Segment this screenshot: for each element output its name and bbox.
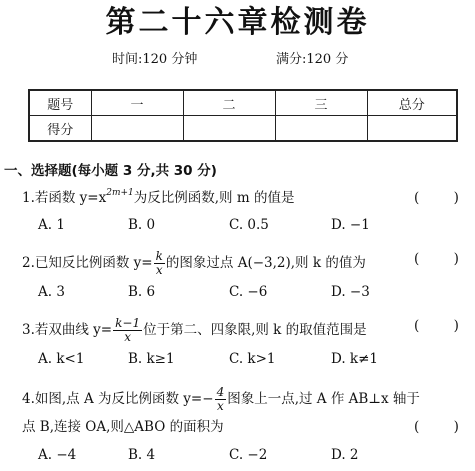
option-b[interactable]: B. k≥1	[128, 351, 175, 367]
fraction	[113, 317, 142, 344]
question-stem-start: 若函数 y=x	[34, 190, 107, 206]
header-cell-part-1: 一	[91, 90, 183, 116]
full-score: 满分:120 分	[276, 52, 349, 67]
fraction	[215, 386, 227, 413]
score-table	[28, 89, 458, 142]
option-d[interactable]: D. 2	[331, 447, 359, 463]
question-number: 2.	[22, 255, 35, 271]
answer-bracket-2[interactable]: ( )	[414, 251, 459, 267]
score-row-label: 得分	[29, 116, 91, 142]
score-cell-total[interactable]	[367, 116, 457, 142]
fraction-denominator: x	[124, 330, 131, 344]
header-cell-part-3: 三	[275, 90, 367, 116]
fraction-numerator: k−1	[115, 316, 141, 330]
question-4	[22, 386, 420, 413]
page-title: 第二十六章检测卷	[105, 5, 370, 40]
question-stem-end: 位于第二、四象限,则 k 的取值范围是	[143, 322, 367, 338]
fraction	[154, 250, 165, 277]
option-c[interactable]: C. −2	[229, 447, 268, 463]
header-cell-part-2: 二	[183, 90, 275, 116]
score-cell-part-2[interactable]	[183, 116, 275, 142]
option-a[interactable]: A. −4	[38, 447, 77, 463]
question-stem-end: 为反比例函数,则 m 的值是	[133, 190, 295, 206]
question-4-line-2: 点 B,连接 OA,则△ABO 的面积为	[22, 419, 224, 435]
answer-bracket-4[interactable]: ( )	[414, 419, 459, 435]
option-d[interactable]: D. k≠1	[331, 351, 379, 367]
fraction-numerator: k	[155, 249, 163, 263]
option-d[interactable]: D. −1	[331, 217, 370, 233]
option-a[interactable]: A. 1	[38, 217, 65, 233]
question-stem-start: 若双曲线 y=	[34, 322, 113, 338]
score-cell-part-3[interactable]	[275, 116, 367, 142]
fraction-denominator: x	[155, 263, 163, 277]
question-2	[22, 250, 366, 277]
section-note: (每小题 3 分,共 30 分)	[71, 163, 217, 179]
question-3	[22, 317, 367, 344]
option-b[interactable]: B. 4	[128, 447, 156, 463]
header-cell-total: 总分	[367, 90, 457, 116]
option-a[interactable]: A. k<1	[38, 351, 85, 367]
question-number: 3.	[22, 322, 35, 338]
question-number: 4.	[22, 391, 35, 407]
option-d[interactable]: D. −3	[331, 284, 370, 300]
header-cell-number: 题号	[29, 90, 91, 116]
time-limit: 时间:120 分钟	[112, 52, 198, 67]
option-a[interactable]: A. 3	[38, 284, 65, 300]
section-heading	[4, 162, 217, 180]
score-table-score-row	[29, 116, 457, 142]
option-c[interactable]: C. 0.5	[229, 217, 269, 233]
answer-bracket-1[interactable]: ( )	[414, 190, 459, 206]
option-c[interactable]: C. k>1	[229, 351, 276, 367]
exponent: 2m+1	[106, 188, 134, 198]
option-c[interactable]: C. −6	[229, 284, 268, 300]
question-number: 1.	[22, 190, 35, 206]
score-cell-part-1[interactable]	[91, 116, 183, 142]
fraction-denominator: x	[216, 399, 224, 413]
question-stem-end: 图象上一点,过 A 作 AB⊥x 轴于	[227, 391, 420, 407]
option-b[interactable]: B. 0	[128, 217, 156, 233]
option-b[interactable]: B. 6	[128, 284, 156, 300]
score-table-header-row	[29, 90, 457, 116]
fraction-numerator: 4	[216, 385, 225, 399]
question-stem-start: 已知反比例函数 y=	[34, 255, 153, 271]
question-stem-end: 的图象过点 A(−3,2),则 k 的值为	[165, 255, 366, 271]
answer-bracket-3[interactable]: ( )	[414, 318, 459, 334]
question-stem-start: 如图,点 A 为反比例函数 y=−	[34, 391, 214, 407]
section-title: 一、选择题	[4, 163, 72, 179]
question-1	[22, 189, 294, 207]
